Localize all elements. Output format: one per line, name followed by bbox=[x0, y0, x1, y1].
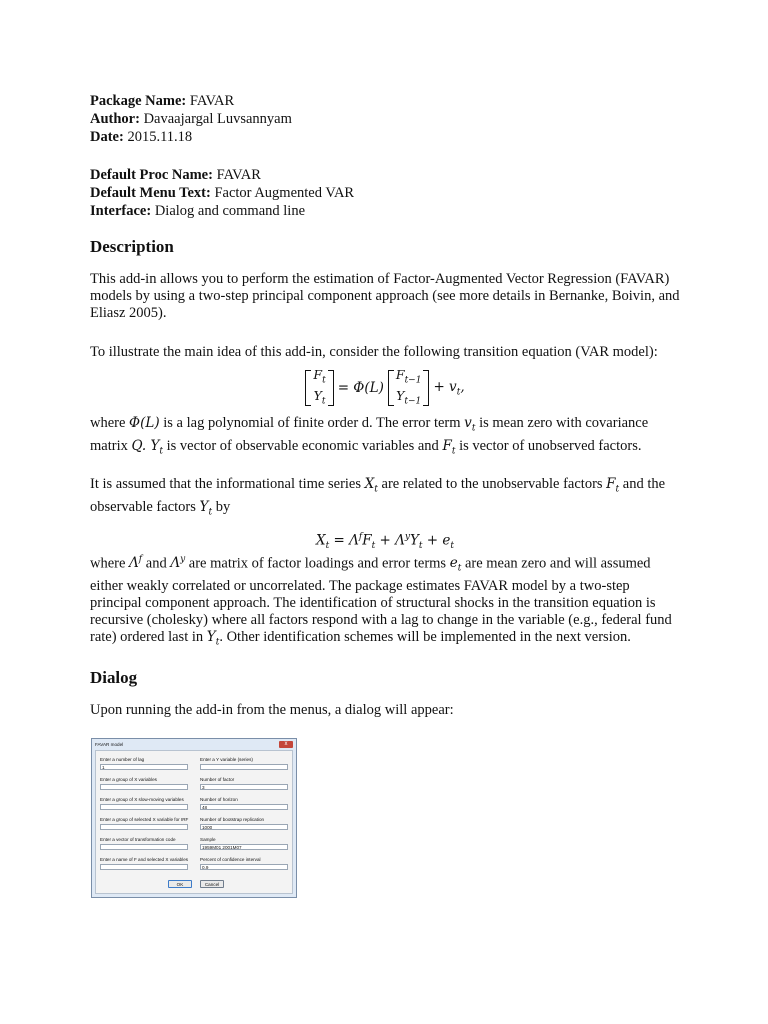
dialog-title: FAVAR model bbox=[95, 741, 124, 747]
menu-text-line: Default Menu Text: Factor Augmented VAR bbox=[90, 185, 355, 201]
package-name-line: Package Name: FAVAR bbox=[90, 93, 235, 109]
description-para-1: This add-in allows you to perform the estimation of Factor-Augmented Vector Regression (FAVAR) models by using a two-step principal component approach (see more details in Bernanke, Boivin, and Eliasz 2005). bbox=[90, 271, 680, 321]
description-para-4: It is assumed that the informational time series $X_t$ are related to the unobservable factors $F_t$ and the observable factors $Y_t$ by bbox=[90, 476, 666, 518]
favar-dialog-screenshot bbox=[91, 738, 297, 898]
f-name-field[interactable]: Enter a name of F and selected X variables bbox=[100, 857, 188, 870]
y-variable-field[interactable]: Enter a Y variable (series) bbox=[200, 757, 288, 770]
date-line: Date: 2015.11.18 bbox=[90, 129, 193, 145]
description-heading: Description bbox=[90, 237, 174, 256]
bootstrap-field[interactable]: Number of bootstrap replication 1000 bbox=[200, 817, 288, 830]
dialog-para: Upon running the add-in from the menus, a dialog will appear: bbox=[90, 701, 454, 718]
author-line: Author: Davaajargal Luvsannyam bbox=[90, 111, 292, 127]
document-page bbox=[90, 92, 680, 719]
confidence-field[interactable]: Percent of confidence interval 0.9 bbox=[200, 857, 288, 870]
proc-name-line: Default Proc Name: FAVAR bbox=[90, 167, 261, 183]
sample-field[interactable]: Sample 1959M01 2001M07 bbox=[200, 837, 288, 850]
dialog-titlebar bbox=[92, 739, 296, 749]
ok-button[interactable]: OK bbox=[168, 880, 192, 888]
cancel-button[interactable]: Cancel bbox=[200, 880, 224, 888]
description-para-5: where $\Lambda^f$ and $\Lambda^y$ are matrix of factor loadings and error terms $e_t$ are mean zero and will assumed either weakly correlated or uncorrelated. The package estimates FAVAR model by a two-step principal component approach. The identification of structural shocks in the transition equation is recursive (cholesky) where all factors respond with a lag to change in the variable (e.g., federal fund rate) ordered last in $Y_t$. Other identification schemes will be implemented in the next version. bbox=[90, 554, 672, 648]
transformation-code-field[interactable]: Enter a vector of transformation code bbox=[100, 837, 188, 850]
description-para-3: where Φ(L) is a lag polynomial of finite order d. The error term $v_t$ is mean zero with covariance matrix Q. $Y_t$ is vector of observable economic variables and $F_t$ is vector of unobserved factors. bbox=[90, 415, 649, 457]
observation-equation: $X_t = \Lambda^fF_t + \Lambda^yY_t + e_t$ bbox=[315, 531, 455, 551]
lag-field[interactable]: Enter a number of lag 1 bbox=[100, 757, 188, 770]
meta-block bbox=[90, 92, 680, 146]
horizon-field[interactable]: Number of horizon 48 bbox=[200, 797, 288, 810]
slow-moving-field[interactable]: Enter a group of X slow-moving variables bbox=[100, 797, 188, 810]
proc-block bbox=[90, 166, 680, 220]
description-para-2: To illustrate the main idea of this add-in, consider the following transition equation (VAR model): bbox=[90, 344, 658, 360]
factor-number-field[interactable]: Number of factor 3 bbox=[200, 777, 288, 790]
close-icon[interactable]: x bbox=[279, 741, 293, 748]
x-variables-field[interactable]: Enter a group of X variables bbox=[100, 777, 188, 790]
interface-line: Interface: Dialog and command line bbox=[90, 203, 306, 219]
irf-variable-field[interactable]: Enter a group of selected X variable for IRF bbox=[100, 817, 188, 830]
transition-equation: $F_t$ $Y_t$ = Φ(L) $F_{t-1}$ $Y_{t-1}$ + $v_t$, bbox=[90, 367, 680, 409]
dialog-heading: Dialog bbox=[90, 667, 138, 687]
dialog-body bbox=[95, 750, 293, 894]
